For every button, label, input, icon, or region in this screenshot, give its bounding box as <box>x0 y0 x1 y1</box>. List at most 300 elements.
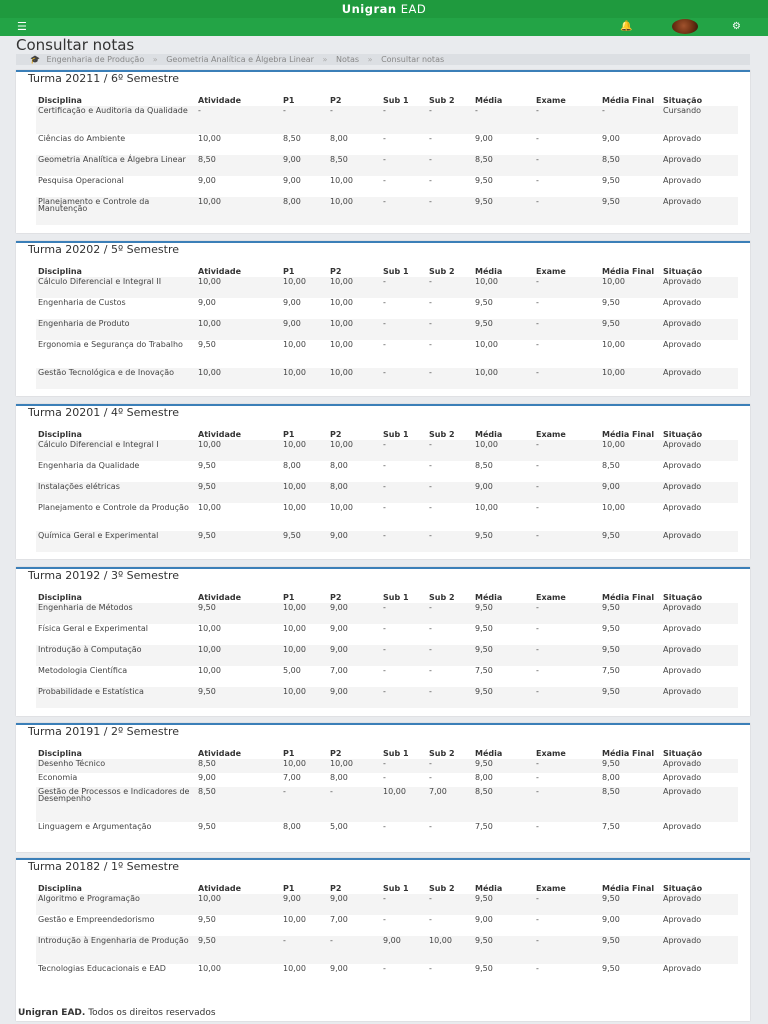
table-cell: 9,50 <box>473 603 534 624</box>
table-cell: 8,00 <box>328 482 381 503</box>
table-cell: - <box>427 687 473 708</box>
table-cell: Gestão de Processos e Indicadores de Desempenho <box>36 787 196 822</box>
table-cell: - <box>429 134 432 143</box>
table-cell: 7,00 <box>427 787 473 822</box>
table-row <box>36 482 738 503</box>
table-cell: Aprovado <box>661 645 738 666</box>
table-cell: 10,00 <box>196 277 281 298</box>
table-cell: 9,00 <box>198 298 216 307</box>
column-header: Situação <box>663 749 703 758</box>
table-cell: Planejamento e Controle da Manutenção <box>36 197 196 225</box>
table-cell: Cursando <box>661 106 738 134</box>
table-cell: Aprovado <box>661 894 738 915</box>
table-cell: 10,00 <box>600 277 661 298</box>
table-cell: Aprovado <box>663 503 702 512</box>
table-cell: - <box>534 440 600 461</box>
table-cell: 8,00 <box>330 461 348 470</box>
table-cell: 10,00 <box>283 964 306 973</box>
table-row <box>36 176 738 197</box>
table-cell: - <box>429 773 432 782</box>
table-cell: 9,00 <box>328 645 381 666</box>
table-cell: 9,50 <box>196 936 281 964</box>
breadcrumb: 🎓 Engenharia de Produção » Geometria Analítica e Álgebra Linear » Notas » Consultar notas <box>16 54 750 65</box>
table-row <box>36 787 738 822</box>
table-cell: 10,00 <box>283 340 306 349</box>
turma-title: Turma 20202 / 5º Semestre <box>28 243 179 256</box>
table-cell: Aprovado <box>663 666 702 675</box>
table-cell: 9,50 <box>473 531 534 552</box>
column-header: Exame <box>536 749 566 758</box>
table-cell: 10,00 <box>330 503 353 512</box>
table-row <box>36 277 738 298</box>
grades-table <box>36 583 738 708</box>
table-cell: 10,00 <box>281 440 328 461</box>
user-avatar[interactable] <box>672 19 698 34</box>
table-cell: 9,50 <box>198 822 216 831</box>
table-cell: Cálculo Diferencial e Integral I <box>36 440 196 461</box>
column-header: Sub 1 <box>383 96 409 105</box>
column-header: P1 <box>283 593 295 602</box>
table-cell: 8,00 <box>283 822 301 831</box>
hamburger-menu-icon[interactable]: ☰ <box>17 20 27 33</box>
table-cell: 10,00 <box>196 440 281 461</box>
table-cell: Geometria Analítica e Álgebra Linear <box>36 155 196 176</box>
table-cell: 10,00 <box>475 340 498 349</box>
table-cell: 10,00 <box>196 319 281 340</box>
table-cell: - <box>429 176 432 185</box>
table-cell: 9,50 <box>473 197 534 225</box>
table-cell: 9,00 <box>473 482 534 503</box>
table-cell: Aprovado <box>661 936 738 964</box>
table-cell: 9,00 <box>475 134 493 143</box>
table-cell: 9,50 <box>473 759 534 773</box>
table-cell: 10,00 <box>281 687 328 708</box>
table-cell: Aprovado <box>663 461 702 470</box>
column-header: P2 <box>330 267 342 276</box>
turma-title: Turma 20182 / 1º Semestre <box>28 860 179 873</box>
table-cell: 10,00 <box>196 894 281 915</box>
table-cell: - <box>429 461 432 470</box>
table-cell: - <box>536 176 539 185</box>
table-cell: Cálculo Diferencial e Integral II <box>36 277 196 298</box>
table-cell: - <box>381 894 427 915</box>
table-cell: 10,00 <box>281 482 328 503</box>
table-cell: Aprovado <box>661 603 738 624</box>
table-cell: 9,50 <box>198 340 216 349</box>
column-header: Sub 2 <box>429 884 455 893</box>
graduation-cap-icon: 🎓 <box>30 55 40 64</box>
table-cell: 9,00 <box>602 915 620 924</box>
table-cell: 9,50 <box>281 531 328 552</box>
table-cell: Aprovado <box>661 687 738 708</box>
table-cell: 9,50 <box>600 319 661 340</box>
table-cell: - <box>473 106 534 134</box>
table-cell: - <box>383 298 386 307</box>
table-row <box>36 440 738 461</box>
table-cell: 8,50 <box>196 759 281 773</box>
table-cell: Instalações elétricas <box>36 482 196 503</box>
table-cell: - <box>534 787 600 822</box>
column-header: Disciplina <box>38 267 82 276</box>
table-cell: Aprovado <box>663 298 702 307</box>
table-cell: 9,50 <box>600 894 661 915</box>
column-header: Exame <box>536 593 566 602</box>
table-cell: Aprovado <box>661 531 738 552</box>
table-cell: 7,50 <box>602 666 620 675</box>
turma-title: Turma 20211 / 6º Semestre <box>28 72 179 85</box>
table-cell: - <box>381 645 427 666</box>
table-cell: - <box>381 440 427 461</box>
column-header: Exame <box>536 96 566 105</box>
table-cell: 7,50 <box>475 822 493 831</box>
table-cell: 9,50 <box>600 197 661 225</box>
table-cell: - <box>281 787 328 822</box>
column-header: Média Final <box>602 267 655 276</box>
table-cell: 9,00 <box>283 176 301 185</box>
table-cell: 9,00 <box>281 155 328 176</box>
table-cell: 8,50 <box>600 155 661 176</box>
column-header: Situação <box>663 430 703 439</box>
table-cell: 8,00 <box>475 773 493 782</box>
breadcrumb-item-course[interactable]: Engenharia de Produção <box>46 55 145 64</box>
table-cell: 9,00 <box>381 936 427 964</box>
column-header: Atividade <box>198 749 241 758</box>
table-cell: - <box>427 197 473 225</box>
table-cell: 9,50 <box>196 603 281 624</box>
table-cell: - <box>383 461 386 470</box>
table-row <box>36 134 738 155</box>
column-header: Média <box>475 593 503 602</box>
table-cell: Aprovado <box>661 482 738 503</box>
table-cell: - <box>534 482 600 503</box>
table-cell: 10,00 <box>328 440 381 461</box>
table-cell: 10,00 <box>198 964 221 973</box>
table-cell: 9,50 <box>475 964 493 973</box>
table-cell: - <box>427 440 473 461</box>
grades-table <box>36 739 738 843</box>
table-cell: 5,00 <box>283 666 301 675</box>
table-cell: - <box>383 624 386 633</box>
table-cell: Aprovado <box>661 319 738 340</box>
table-cell: Probabilidade e Estatística <box>36 687 196 708</box>
table-cell: Aprovado <box>663 822 702 831</box>
column-header: P1 <box>283 267 295 276</box>
table-cell: 10,00 <box>281 277 328 298</box>
table-cell: 9,50 <box>473 687 534 708</box>
table-cell: - <box>534 936 600 964</box>
column-header: Sub 2 <box>429 593 455 602</box>
table-cell: - <box>534 687 600 708</box>
table-cell: Aprovado <box>663 915 702 924</box>
table-row <box>36 687 738 708</box>
table-cell: 9,00 <box>283 298 301 307</box>
table-cell: 10,00 <box>196 368 281 389</box>
table-row <box>36 645 738 666</box>
column-header: Disciplina <box>38 430 82 439</box>
table-cell: 9,50 <box>475 624 493 633</box>
table-cell: 7,00 <box>283 773 301 782</box>
table-cell: - <box>383 503 386 512</box>
table-cell: 10,00 <box>381 787 427 822</box>
table-cell: 9,50 <box>600 531 661 552</box>
table-cell: Aprovado <box>663 176 702 185</box>
table-cell: 8,50 <box>473 787 534 822</box>
column-header: Situação <box>663 267 703 276</box>
table-cell: 10,00 <box>281 603 328 624</box>
table-cell: - <box>536 964 539 973</box>
table-cell: 10,00 <box>473 440 534 461</box>
table-cell: Ergonomia e Segurança do Trabalho <box>38 340 183 349</box>
table-cell: - <box>534 368 600 389</box>
table-cell: - <box>281 106 328 134</box>
table-cell: 10,00 <box>198 503 221 512</box>
table-cell: Gestão e Empreendedorismo <box>38 915 155 924</box>
column-header: P1 <box>283 884 295 893</box>
table-cell: 10,00 <box>330 298 353 307</box>
table-cell: Introdução à Engenharia de Produção <box>36 936 196 964</box>
table-cell: Aprovado <box>661 368 738 389</box>
column-header: Sub 1 <box>383 593 409 602</box>
table-cell: - <box>383 964 386 973</box>
brand-suffix: EAD <box>400 2 427 16</box>
table-cell: Tecnologias Educacionais e EAD <box>38 964 166 973</box>
table-cell: - <box>383 773 386 782</box>
column-header: Situação <box>663 96 703 105</box>
table-cell: Aprovado <box>661 759 738 773</box>
table-cell: 9,50 <box>473 936 534 964</box>
table-cell: - <box>427 531 473 552</box>
table-cell: 8,50 <box>196 155 281 176</box>
table-cell: Desenho Técnico <box>36 759 196 773</box>
column-header: Sub 1 <box>383 884 409 893</box>
table-cell: 10,00 <box>600 440 661 461</box>
table-cell: 9,00 <box>328 603 381 624</box>
column-header: Atividade <box>198 96 241 105</box>
turma-title: Turma 20192 / 3º Semestre <box>28 569 179 582</box>
table-cell: 8,00 <box>602 773 620 782</box>
table-cell: Aprovado <box>663 773 702 782</box>
turma-card <box>16 70 750 233</box>
table-cell: - <box>536 298 539 307</box>
table-row <box>36 624 738 645</box>
column-header: Sub 1 <box>383 749 409 758</box>
table-cell: 9,50 <box>600 645 661 666</box>
table-cell: 10,00 <box>328 197 381 225</box>
grades-table <box>36 257 738 389</box>
table-cell: - <box>536 822 539 831</box>
notification-bell-icon[interactable]: 🔔 <box>620 21 633 32</box>
table-cell: Certificação e Auditoria da Qualidade <box>36 106 196 134</box>
table-cell: - <box>383 134 386 143</box>
footer <box>18 1008 216 1018</box>
table-cell: - <box>534 277 600 298</box>
table-cell: 10,00 <box>281 645 328 666</box>
turma-card <box>16 723 750 852</box>
table-cell: 10,00 <box>283 503 306 512</box>
table-cell: 10,00 <box>427 936 473 964</box>
column-header: Disciplina <box>38 884 82 893</box>
table-cell: 9,00 <box>198 176 216 185</box>
table-cell: 7,00 <box>330 915 348 924</box>
table-cell: 10,00 <box>602 340 625 349</box>
table-row <box>36 666 738 687</box>
table-cell: 9,50 <box>602 624 620 633</box>
footer-brand: Unigran EAD. <box>18 1008 86 1018</box>
table-cell: - <box>536 624 539 633</box>
table-cell: - <box>429 624 432 633</box>
table-row <box>36 197 738 225</box>
column-header: Sub 1 <box>383 267 409 276</box>
table-cell: - <box>429 822 432 831</box>
table-cell: - <box>429 503 432 512</box>
table-cell: 5,00 <box>330 822 348 831</box>
table-cell: - <box>427 319 473 340</box>
table-row <box>36 964 738 985</box>
breadcrumb-item-current: Consultar notas <box>381 55 445 64</box>
table-cell: - <box>429 340 432 349</box>
table-cell: 9,50 <box>600 759 661 773</box>
table-cell: 9,00 <box>330 964 348 973</box>
column-header: Disciplina <box>38 593 82 602</box>
column-header: Exame <box>536 267 566 276</box>
table-cell: 7,00 <box>330 666 348 675</box>
table-cell: Engenharia de Custos <box>38 298 126 307</box>
table-cell: 8,00 <box>330 134 348 143</box>
table-cell: 10,00 <box>328 319 381 340</box>
table-cell: 9,00 <box>328 531 381 552</box>
table-cell: Aprovado <box>661 277 738 298</box>
table-row <box>36 759 738 773</box>
table-cell: 9,00 <box>281 894 328 915</box>
column-header: P2 <box>330 593 342 602</box>
table-cell: Física Geral e Experimental <box>38 624 148 633</box>
table-row <box>36 936 738 964</box>
main-content <box>16 36 750 973</box>
table-row <box>36 340 738 368</box>
turma-card <box>16 858 750 1021</box>
table-cell: - <box>600 106 661 134</box>
table-cell: 10,00 <box>198 134 221 143</box>
table-cell: 7,50 <box>602 822 620 831</box>
table-cell: Metodologia Científica <box>38 666 128 675</box>
table-cell: 8,50 <box>602 461 620 470</box>
table-cell: 9,00 <box>330 624 348 633</box>
table-cell: 10,00 <box>196 197 281 225</box>
table-cell: 8,50 <box>283 134 301 143</box>
table-cell: 8,00 <box>281 197 328 225</box>
table-cell: 9,00 <box>600 482 661 503</box>
table-cell: - <box>534 759 600 773</box>
table-cell: 9,50 <box>473 319 534 340</box>
table-cell: 9,50 <box>602 298 620 307</box>
table-cell: - <box>536 915 539 924</box>
turma-card <box>16 567 750 716</box>
table-cell: 9,50 <box>600 603 661 624</box>
table-row <box>36 915 738 936</box>
table-cell: Planejamento e Controle da Produção <box>38 503 189 512</box>
column-header: Atividade <box>198 884 241 893</box>
table-cell: 8,50 <box>600 787 661 822</box>
column-header: P1 <box>283 430 295 439</box>
column-header: Atividade <box>198 430 241 439</box>
turma-title: Turma 20191 / 2º Semestre <box>28 725 179 738</box>
table-row <box>36 298 738 319</box>
table-cell: - <box>429 915 432 924</box>
table-cell: Aprovado <box>661 155 738 176</box>
table-cell: - <box>381 531 427 552</box>
table-cell: - <box>429 666 432 675</box>
table-cell: Aprovado <box>663 964 702 973</box>
table-cell: - <box>427 645 473 666</box>
column-header: Média <box>475 96 503 105</box>
table-cell: 9,50 <box>196 531 281 552</box>
column-header: Disciplina <box>38 749 82 758</box>
table-cell: - <box>381 482 427 503</box>
table-cell: 9,50 <box>473 894 534 915</box>
table-cell: - <box>381 197 427 225</box>
table-cell: 10,00 <box>198 624 221 633</box>
table-cell: 8,50 <box>473 155 534 176</box>
table-cell: - <box>328 106 381 134</box>
table-cell: Linguagem e Argumentação <box>38 822 152 831</box>
table-cell: - <box>281 936 328 964</box>
column-header: Sub 2 <box>429 749 455 758</box>
table-cell: - <box>381 759 427 773</box>
table-cell: - <box>534 197 600 225</box>
column-header: Situação <box>663 884 703 893</box>
table-cell: - <box>383 666 386 675</box>
table-cell: Aprovado <box>663 134 702 143</box>
table-cell: - <box>536 340 539 349</box>
table-row <box>36 461 738 482</box>
table-cell: 9,00 <box>328 687 381 708</box>
table-cell: - <box>196 106 281 134</box>
column-header: P1 <box>283 96 295 105</box>
column-header: Média <box>475 430 503 439</box>
table-cell: - <box>534 155 600 176</box>
column-header: P1 <box>283 749 295 758</box>
table-cell: - <box>381 277 427 298</box>
table-cell: 9,00 <box>281 319 328 340</box>
grades-table <box>36 420 738 552</box>
column-header: Média Final <box>602 749 655 758</box>
table-cell: - <box>536 134 539 143</box>
table-cell: - <box>536 773 539 782</box>
table-cell: 9,50 <box>196 482 281 503</box>
breadcrumb-item-notas[interactable]: Notas <box>335 55 360 64</box>
table-row <box>36 603 738 624</box>
table-cell: Química Geral e Experimental <box>36 531 196 552</box>
table-cell: - <box>427 106 473 134</box>
table-cell: 10,00 <box>196 645 281 666</box>
breadcrumb-item-subject[interactable]: Geometria Analítica e Álgebra Linear <box>166 55 314 64</box>
table-row <box>36 894 738 915</box>
column-header: Atividade <box>198 267 241 276</box>
table-cell: 10,00 <box>330 340 353 349</box>
table-cell: - <box>383 915 386 924</box>
table-cell: 9,50 <box>602 176 620 185</box>
table-cell: 8,50 <box>328 155 381 176</box>
table-cell: - <box>381 106 427 134</box>
table-cell: 9,50 <box>198 461 216 470</box>
table-cell: 9,50 <box>600 687 661 708</box>
table-cell: 10,00 <box>602 503 625 512</box>
table-cell: 8,00 <box>283 461 301 470</box>
table-cell: 9,00 <box>198 773 216 782</box>
settings-gear-icon[interactable]: ⚙ <box>732 21 741 32</box>
table-cell: 9,00 <box>328 894 381 915</box>
column-header: Situação <box>663 593 703 602</box>
